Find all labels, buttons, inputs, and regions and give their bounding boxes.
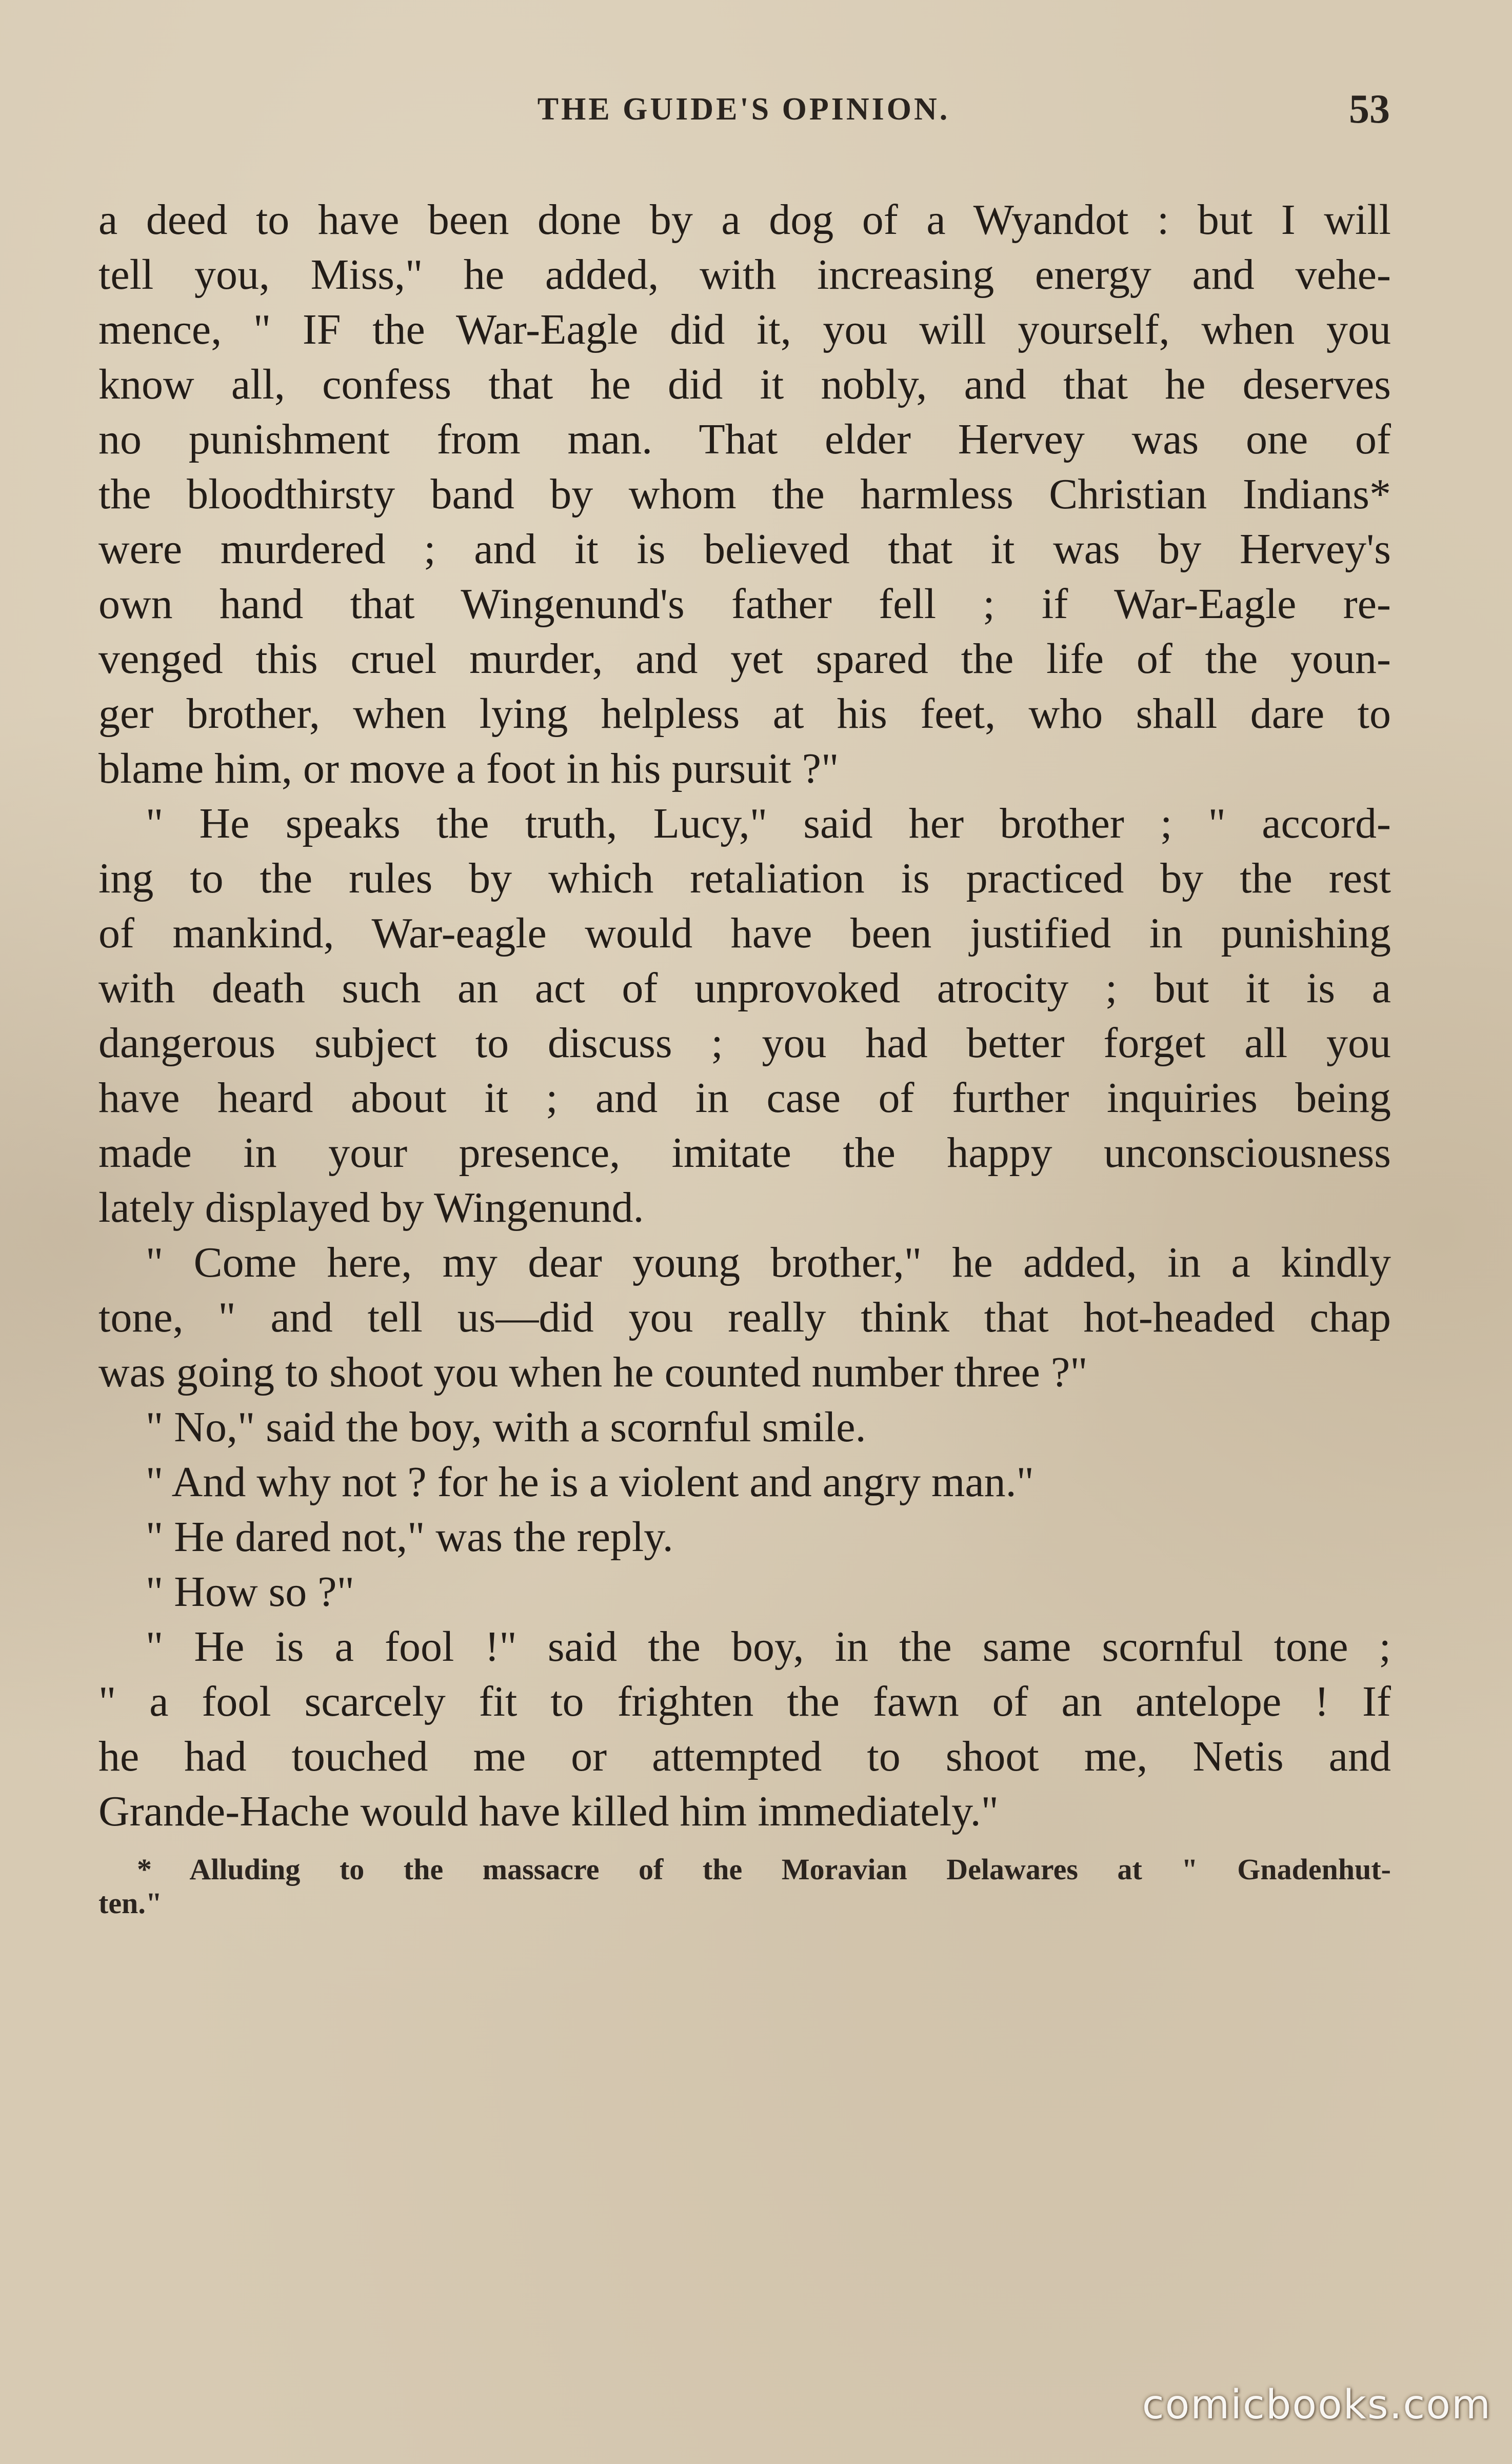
- text-line: own hand that Wingenund's father fell ; if War-Eagle re-: [98, 580, 1391, 628]
- text-line: tone, " and tell us—did you really think that hot-headed chap: [98, 1294, 1391, 1341]
- text-line: blame him, or move a foot in his pursuit ?": [98, 745, 839, 792]
- text-line: " He speaks the truth, Lucy," said her brother ; " accord-: [146, 800, 1391, 847]
- text-line: a deed to have been done by a dog of a Wyandot : but I will: [98, 196, 1391, 244]
- text-line: " He is a fool !" said the boy, in the same scornful tone ;: [146, 1623, 1391, 1671]
- text-line: " He dared not," was the reply.: [146, 1513, 673, 1561]
- text-line: made in your presence, imitate the happy unconsciousness: [98, 1129, 1391, 1177]
- text-line: no punishment from man. That elder Hervey was one of: [98, 415, 1391, 463]
- running-head: [97, 87, 1390, 143]
- footnote-line: ten.": [98, 1886, 163, 1920]
- running-title: THE GUIDE'S OPINION.: [537, 92, 950, 127]
- text-line: Grande-Hache would have killed him immediately.": [98, 1787, 999, 1835]
- watermark: comicbooks.com: [1142, 2382, 1491, 2428]
- text-line: ing to the rules by which retaliation is practiced by the rest: [98, 855, 1391, 902]
- text-line: lately displayed by Wingenund.: [98, 1184, 644, 1231]
- page-number: 53: [1349, 87, 1390, 132]
- text-line: " a fool scarcely fit to frighten the fawn of an antelope ! If: [98, 1678, 1391, 1725]
- text-line: dangerous subject to discuss ; you had better forget all you: [98, 1019, 1391, 1067]
- text-line: " Come here, my dear young brother," he added, in a kindly: [146, 1239, 1391, 1286]
- text-line: was going to shoot you when he counted number three ?": [98, 1348, 1088, 1396]
- body-text: [98, 192, 1391, 1839]
- text-line: tell you, Miss," he added, with increasing energy and vehe-: [98, 251, 1391, 299]
- text-line: " And why not ? for he is a violent and angry man.": [146, 1458, 1034, 1506]
- text-line: the bloodthirsty band by whom the harmless Christian Indians*: [98, 470, 1391, 518]
- text-line: mence, " IF the War-Eagle did it, you will yourself, when you: [98, 306, 1391, 353]
- text-line: venged this cruel murder, and yet spared the life of the youn-: [98, 635, 1391, 683]
- text-line: with death such an act of unprovoked atrocity ; but it is a: [98, 964, 1391, 1012]
- text-line: " No," said the boy, with a scornful smile.: [146, 1403, 866, 1451]
- text-line: have heard about it ; and in case of further inquiries being: [98, 1074, 1391, 1122]
- footnote-line: * Alluding to the massacre of the Moravian Delawares at " Gnadenhut-: [137, 1853, 1391, 1886]
- text-line: he had touched me or attempted to shoot me, Netis and: [98, 1733, 1391, 1780]
- text-line: were murdered ; and it is believed that it was by Hervey's: [98, 525, 1391, 573]
- text-line: ger brother, when lying helpless at his feet, who shall dare to: [98, 690, 1391, 738]
- text-line: " How so ?": [146, 1568, 354, 1616]
- footnote: [98, 1853, 1391, 1920]
- text-line: know all, confess that he did it nobly, and that he deserves: [98, 361, 1391, 408]
- text-line: of mankind, War-eagle would have been justified in punishing: [98, 909, 1391, 957]
